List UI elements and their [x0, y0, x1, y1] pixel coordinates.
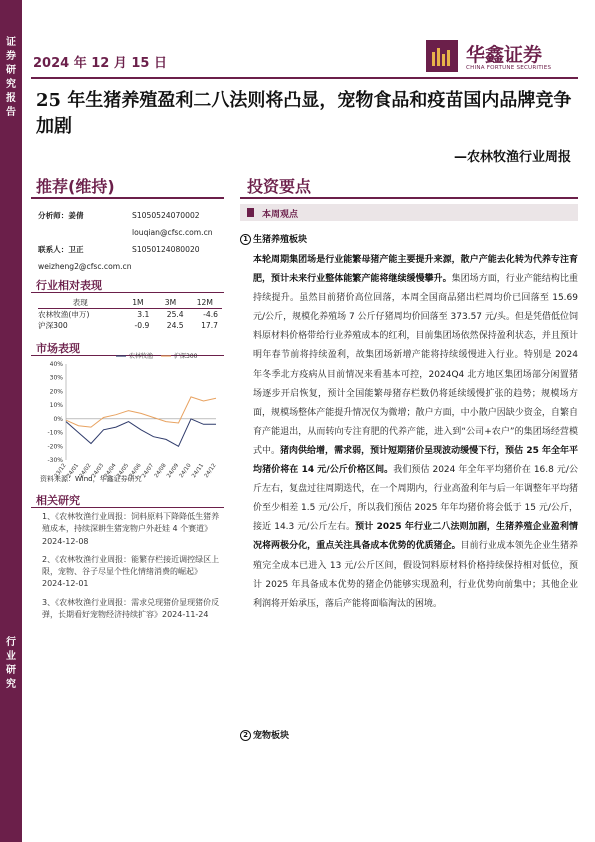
x-tick-label: 24/05 [116, 462, 131, 480]
point-heading-pet [240, 728, 289, 741]
body-paragraph: 我们预估 2024 年全年平均猪价在 16.8 元/公斤左右，复盘过往周期迭代，在一个周期内，行业高盈利年与后一年调整年平均猪价至少相差 1.5 元/公斤，所以我们预估 2025 年年均猪价将会低于 15 元/公斤，接近 14.3 元/公斤左右。 [253, 465, 578, 533]
point-heading-hog [240, 232, 307, 245]
x-tick-label: 24/10 [178, 462, 193, 480]
company-logo [426, 40, 576, 74]
rating: 推荐(维持) [36, 177, 115, 196]
rating-divider [31, 197, 224, 199]
invest-divider [240, 197, 578, 199]
hog-analysis-text [253, 251, 578, 614]
table-cell: 25.4 [166, 310, 184, 319]
table-cell: 沪深300 [38, 321, 68, 330]
x-tick-label: 24/08 [153, 462, 168, 480]
circled-number-icon: 2 [240, 730, 251, 741]
analyst-name: 分析师：姜倩 [38, 211, 84, 220]
sidebar-report-category: 行业研究 [6, 637, 16, 690]
y-tick-label: 30% [49, 374, 63, 382]
table-cell: -0.9 [134, 321, 150, 330]
point-title: 生猪养殖板块 [253, 235, 308, 245]
y-tick-label: -30% [47, 457, 63, 464]
report-title: 25 年生猪养殖盈利二八法则将凸显，宠物食品和疫苗国内品牌竞争加剧 [36, 90, 572, 137]
section-marker-icon [247, 208, 254, 217]
y-tick-label: -10% [47, 429, 63, 437]
related-divider [31, 507, 224, 508]
analyst-cert: S1050524070002 [132, 211, 200, 220]
legend-label: 沪深300 [174, 353, 198, 360]
body-paragraph: 集团场方面，行业产能结构比重持续提升。虽然目前猪价高位回落，本周全国商品猪出栏周均价已回落至 15.69 元/公斤，规模化养殖场 7 公斤仔猪周均价回落至 373.57 元/头。但是凭借低位饲料原材料价格带给行业养殖成本的红利，目前集团场依然保持盈利状态，并且预计明年春节前将持续盈利，故集团场新增产能将持续缓慢进入行业。特别是 2024 年冬季北方疫病从目前情况来看基本可控，2024Q4 北方地区集团场部分闲置猪场逐步开启恢复，预计全国能繁母猪存栏数仍将延续缓慢扩张的趋势；规模场方面，规模场整体产能提升情况仅为微增；散户方面，中小散户因缺少资金，自繁自育产能退出，从而转向专注育肥的代养产能，进入到“公司+农户”的集团场经营模式中。 [253, 274, 578, 456]
x-tick-label: 24/06 [128, 462, 143, 480]
body-paragraph: 目前行业成本领先企业生猪养殖完全成本已进入 13 元/公斤区间，假设饲料原材料价格持续保持相对低位，预计 2025 年具备成本优势的猪企仍能够实现盈利，行业优势向前集中；其他企业利润将开始承压，落后产能将面临淘汰的困境。 [253, 541, 578, 609]
x-tick-label: 24/07 [141, 462, 156, 480]
x-tick-label: 24/11 [191, 462, 206, 480]
series-line-0 [66, 419, 216, 446]
x-tick-label: 24/04 [103, 462, 118, 480]
table-cell: 农林牧渔(申万) [38, 310, 90, 319]
contact-cert: S1050124080020 [132, 245, 200, 254]
logo-mark-icon [426, 40, 458, 72]
table-cell: -4.6 [203, 310, 218, 319]
y-tick-label: 0% [53, 415, 63, 423]
chart-source: 资料来源：Wind，华鑫证券研究 [40, 475, 142, 483]
y-tick-label: 10% [49, 402, 63, 410]
key-point: 预计 2025 年行业二八法则加剧，生猪养殖企业盈利情况将两极分化，重点关注具备成本优势的优质猪企。 [253, 522, 578, 552]
contact-name: 联系人：卫正 [38, 245, 84, 254]
related-heading: 相关研究 [36, 494, 80, 507]
report-subtitle: —农林牧渔行业周报 [453, 150, 571, 165]
contact-email[interactable]: weizheng2@cfsc.com.cn [38, 262, 132, 271]
y-tick-label: 40% [49, 361, 63, 368]
key-point: 本轮周期集团场是行业能繁母猪产能主要提升来源，散户产能去化转为代养专注育肥，预计未来行业整体能繁产能将继续缓慢攀升。 [253, 255, 578, 285]
related-list [42, 511, 220, 627]
header-divider [31, 77, 578, 79]
table-cell: 17.7 [201, 321, 218, 330]
performance-heading: 行业相对表现 [36, 279, 102, 292]
series-line-1 [66, 397, 216, 427]
invest-heading: 投资要点 [247, 177, 312, 196]
left-sidebar [0, 0, 22, 842]
table-header: 3M [164, 298, 177, 307]
related-item[interactable]: 2、《农林牧渔行业周报：能繁存栏接近调控绿区上限，宠物、谷子尽显个性化情绪消费的崛起》2024-12-01 [42, 554, 220, 589]
logo-chinese-name: 华鑫证券 [466, 44, 543, 66]
logo-english-name: CHINA FORTUNE SECURITIES [466, 65, 552, 71]
y-tick-label: -20% [47, 443, 63, 451]
x-tick-label: 23/12 [53, 462, 68, 480]
table-cell: 3.1 [137, 310, 150, 319]
analyst-info [38, 210, 223, 272]
related-item[interactable]: 1、《农林牧渔行业周报：饲料原料下降降低生猪养殖成本，持续深耕生猪宠物户外赶娃 4 个赛道》2024-12-08 [42, 512, 220, 546]
y-tick-label: 20% [49, 388, 63, 396]
circled-number-icon: 1 [240, 234, 251, 245]
x-tick-label: 24/02 [78, 462, 93, 480]
table-cell: 24.5 [166, 321, 184, 330]
x-tick-label: 24/09 [166, 462, 181, 480]
table-header: 1M [132, 298, 144, 307]
x-tick-label: 24/12 [203, 462, 218, 480]
table-row [38, 320, 222, 331]
x-tick-label: 24/01 [66, 462, 81, 480]
market-line-chart [36, 350, 226, 490]
x-tick-label: 24/03 [91, 462, 106, 480]
performance-table [38, 297, 222, 331]
market-heading: 市场表现 [36, 342, 80, 355]
table-header-row [38, 297, 222, 309]
point-title: 宠物板块 [253, 731, 290, 741]
table-header: 表现 [72, 298, 88, 307]
table-row [38, 309, 222, 321]
related-item[interactable]: 3、《农林牧渔行业周报：需求兑现猪价显现猪价反弹，长期看好宠物经济持续扩容》2024-11-24 [42, 597, 220, 620]
legend-label: 农林牧渔 [129, 353, 154, 360]
table-header: 12M [196, 298, 213, 307]
sidebar-report-type: 证券研究报告 [6, 37, 16, 118]
analyst-email[interactable]: louqian@cfsc.com.cn [132, 228, 213, 237]
section-title: 本周观点 [262, 210, 299, 220]
performance-divider [31, 292, 224, 293]
report-date: 2024 年 12 月 15 日 [33, 56, 167, 71]
key-point: 猪肉供给增，需求弱，预计短期猪价呈现波动缓慢下行，预估 25 年全年平均猪价将在 14 元/公斤价格区间。 [253, 445, 578, 476]
